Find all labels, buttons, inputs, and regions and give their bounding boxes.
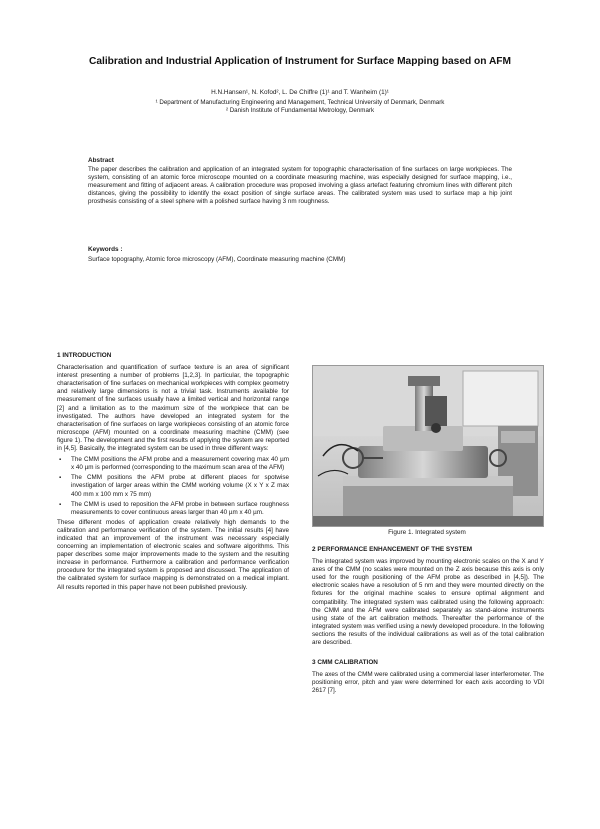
paper-title: Calibration and Industrial Application of Instrument for Surface Mapping based on AFM [88, 56, 512, 67]
abstract-text: The paper describes the calibration and application of an integrated system for topographic characterisation of fine surfaces on large workpieces. The system, consisting of an atomic force microscope mounted on a coordinate measuring machine, was especially designed for surface mapping, i.e., measurement and fitting of adjacent areas. A calibration procedure was proposed involving a glass artefact featuring chromium lines with different pitch distances, giving the possibility to identify the exact position of single surface areas. The calibrated system was used to surface map a hip joint prosthesis consisting of a steel sphere with a polished surface having 3 nm roughness. [88, 166, 512, 206]
list-item: ▪ The CMM positions the AFM probe at different places for spotwise investigation of larger areas within the CMM working volume (X x Y x Z max 400 mm x 100 mm x 75 mm) [57, 474, 289, 498]
list-item: ▪ The CMM positions the AFM probe and a measurement covering max 40 µm x 40 µm is performed (corresponding to the maximum scan area of the AFM) [57, 456, 289, 472]
section-1-heading: 1 INTRODUCTION [57, 352, 112, 359]
authors: H.N.Hansen¹, N. Kofod², L. De Chiffre (1)¹ and T. Wanheim (1)¹ [211, 89, 389, 96]
right-column [312, 546, 544, 696]
section-1-paragraph-2: These different modes of application create relatively high demands to the calibration and performance verification of the system. The initial results [4] have indicated that an improvement of the instrument was necessary especially concerning an implementation of electronic scales and software algorithms. This paper describes some major improvements made to the system and the resulting increase in performance. Furthermore a calibration and performance verification procedure for the integrated system is proposed and discussed. The application of the calibrated system for surface mapping is demonstrated on a medical implant. All results reported in this paper have not been published previously. [57, 518, 289, 591]
usage-mode-list [57, 456, 289, 517]
keywords-text: Surface topography, Atomic force microscopy (AFM), Coordinate measuring machine (CMM) [88, 256, 346, 263]
affiliations [40, 99, 560, 115]
left-column [57, 352, 289, 592]
figure-integrated-system-photo [312, 365, 544, 527]
microscope-machine-image [313, 366, 543, 526]
section-3-heading: 3 CMM CALIBRATION [312, 659, 378, 667]
keywords-heading: Keywords : [88, 246, 123, 253]
section-2-heading: 2 PERFORMANCE ENHANCEMENT OF THE SYSTEM [312, 546, 473, 553]
figure-caption: Figure 1. Integrated system [388, 529, 466, 536]
section-1-paragraph-1: Characterisation and quantification of surface texture is an area of significant interest presenting a number of problems [1,2,3]. In particular, the topographic characterisation of fine surfaces on mechanical workpieces with complex geometry and relatively large dimensions is not a trivial task. Instruments available for measurement of fine surfaces usually have a limited vertical and horizontal range [2] and a limitation as to the maximum size of the workpiece that can be investigated. The authors have developed an integrated system for the characterisation of fine surfaces on large workpieces consisting of an atomic force microscope (AFM) mounted on a coordinate measuring machine (CMM) (see figure 1). The development and the first results of applying the system are reported in [4,5]. Basically, the integrated system can be used in three different ways: [57, 364, 289, 453]
section-3-paragraph: The axes of the CMM were calibrated using a commercial laser interferometer. The positioning error, pitch and yaw were determined for each axis according to VDI 2617 [7]. [312, 671, 544, 695]
affiliation-1: ¹ Department of Manufacturing Engineering and Management, Technical University of Denmark, Denmark [155, 99, 445, 106]
abstract-heading: Abstract [88, 157, 114, 164]
list-item: ▪ The CMM is used to reposition the AFM probe in between surface roughness measurements to cover continuous areas larger than 40 µm x 40 µm. [57, 501, 289, 517]
section-2-paragraph: The integrated system was improved by mounting electronic scales on the X and Y axes of the CMM (no scales were mounted on the Z axis because this axis is only used for the rough positioning of the AFM probe as described in [4,5]). The electronic scales have a resolution of 5 nm and they were mounted directly on the fixtures for the original machine scales to ensure optimal alignment and compatibility. The integrated system was calibrated using the following approach: the CMM and the AFM were calibrated separately as stand-alone instruments using state of the art calibration methods. Thereafter the performance of the integrated system was verified using a newly developed procedure. In the following sections the results of the individual calibrations as well as of the total calibration are described. [312, 558, 544, 647]
affiliation-2: ² Danish Institute of Fundamental Metrology, Denmark [225, 107, 375, 114]
